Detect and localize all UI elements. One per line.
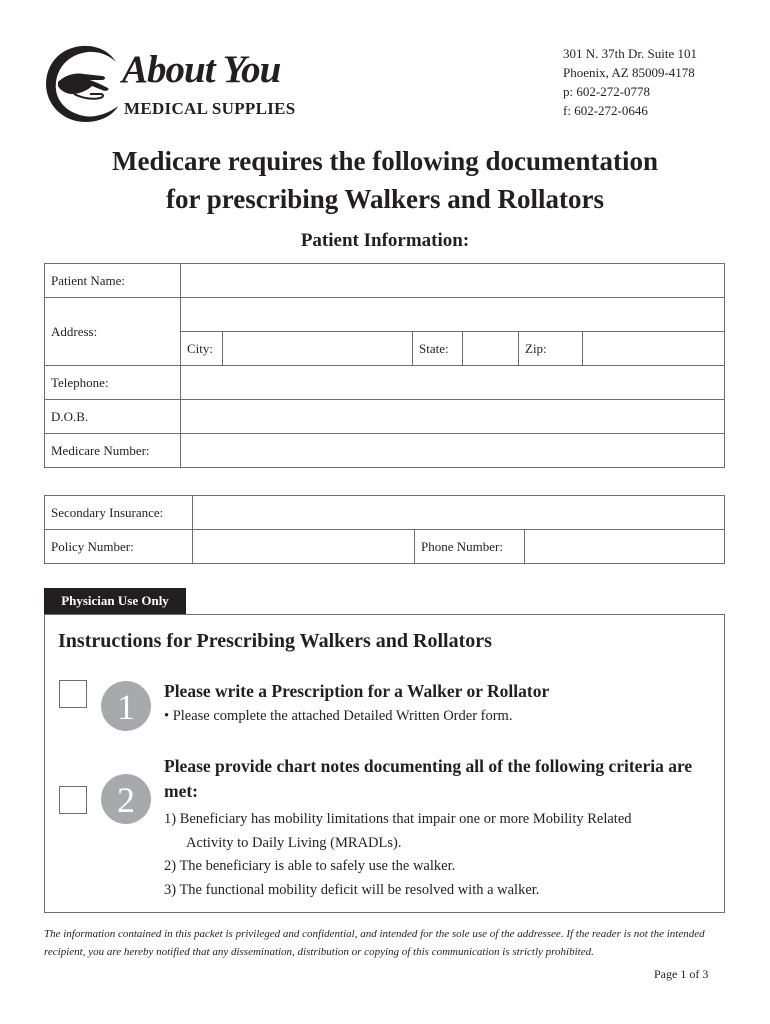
patient-info-table xyxy=(44,263,725,468)
telephone-label: Telephone: xyxy=(45,366,181,400)
criteria-item-3: 3) The functional mobility deficit will be resolved with a walker. xyxy=(164,881,540,898)
fax-number: f: 602-272-0646 xyxy=(563,103,648,118)
step-2-number-badge: 2 xyxy=(101,774,151,824)
hand-icon xyxy=(58,73,109,94)
address-line-1: 301 N. 37th Dr. Suite 101 xyxy=(563,46,697,61)
criteria-item-1-continued: Activity to Daily Living (MRADLs). xyxy=(186,834,402,851)
secondary-insurance-field[interactable] xyxy=(193,496,725,530)
step-2-checkbox[interactable] xyxy=(59,786,87,814)
page-title-line-2: for prescribing Walkers and Rollators xyxy=(165,184,605,214)
policy-number-label: Policy Number: xyxy=(45,530,193,564)
medicare-number-label: Medicare Number: xyxy=(45,434,181,468)
criteria-item-2: 2) The beneficiary is able to safely use the walker. xyxy=(164,858,456,874)
dob-label: D.O.B. xyxy=(45,400,181,434)
city-field[interactable] xyxy=(223,332,413,366)
insurance-table xyxy=(44,495,725,564)
confidentiality-disclaimer: The information contained in this packet is privileged and confidential, and intended for the sole use of the addressee. If the reader is not the intended recipient, you are hereby notified that any dissemination, distribution or copying of this communication is strictly prohibited. xyxy=(44,928,705,958)
brand-subtitle: MEDICAL SUPPLIES xyxy=(124,99,296,118)
telephone-field[interactable] xyxy=(181,366,725,400)
city-label: City: xyxy=(181,332,223,366)
dob-field[interactable] xyxy=(181,400,725,434)
secondary-insurance-label: Secondary Insurance: xyxy=(45,496,193,530)
page-number: Page 1 of 3 xyxy=(654,967,709,981)
step-1-checkbox[interactable] xyxy=(59,680,87,708)
page-title-line-1: Medicare requires the following documentation xyxy=(112,146,658,176)
instructions-title: Instructions for Prescribing Walkers and Rollators xyxy=(58,630,492,652)
phone-number-field[interactable] xyxy=(525,530,725,564)
zip-field[interactable] xyxy=(583,332,725,366)
brand-name: About You xyxy=(122,48,281,91)
phone-number-label: Phone Number: xyxy=(415,530,525,564)
policy-number-field[interactable] xyxy=(193,530,415,564)
address-label: Address: xyxy=(45,298,181,366)
state-label: State: xyxy=(413,332,463,366)
page-title xyxy=(0,142,770,218)
step-1-number-badge: 1 xyxy=(101,681,151,731)
address-line-2: Phoenix, AZ 85009-4178 xyxy=(563,65,695,80)
step-2-heading: Please provide chart notes documenting all of the following criteria are met: xyxy=(164,756,693,801)
criteria-item-1: 1) Beneficiary has mobility limitations that impair one or more Mobility Related xyxy=(164,811,632,827)
step-1-heading: Please write a Prescription for a Walker or Rollator xyxy=(164,681,550,701)
zip-label: Zip: xyxy=(519,332,583,366)
address-field[interactable] xyxy=(181,298,725,332)
physician-use-tab: Physician Use Only xyxy=(44,588,186,614)
criteria-list xyxy=(164,808,632,902)
company-address xyxy=(563,44,697,120)
patient-name-field[interactable] xyxy=(181,264,725,298)
patient-name-label: Patient Name: xyxy=(45,264,181,298)
hand-icon-lower xyxy=(74,94,103,99)
patient-section-title: Patient Information: xyxy=(300,230,470,251)
state-field[interactable] xyxy=(463,332,519,366)
step-1-bullet: • Please complete the attached Detailed Written Order form. xyxy=(164,708,513,724)
medicare-number-field[interactable] xyxy=(181,434,725,468)
phone-number: p: 602-272-0778 xyxy=(563,84,651,99)
